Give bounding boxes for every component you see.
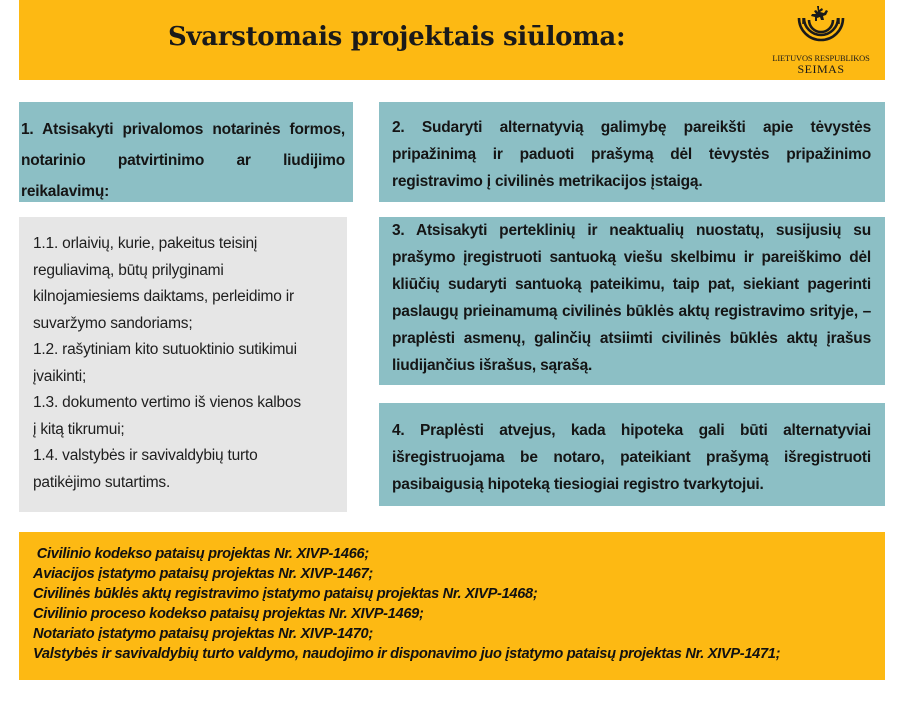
seimas-logo <box>765 4 877 78</box>
proposal-1: 1. Atsisakyti privalomos notarinės formos, notarinio patvirtinimo ar liudijimo reikalavimų: <box>19 102 353 202</box>
subitem-line: 1.1. orlaivių, kurie, pakeitus teisinį <box>33 235 258 252</box>
subitem-line: suvaržymo sandoriams; <box>33 314 193 332</box>
project-item: Civilinio kodekso pataisų projektas Nr. XIVP-1466; <box>33 546 369 562</box>
subitem-line: 1.3. dokumento vertimo iš vienos kalbos <box>33 394 301 411</box>
project-item: Aviacijos įstatymo pataisų projektas Nr. XIVP-1467; <box>33 566 373 582</box>
project-item: Civilinės būklės aktų registravimo įstatymo pataisų projektas Nr. XIVP-1468; <box>33 586 538 602</box>
proposal-1-subitems <box>19 217 347 512</box>
subitem-line: patikėjimo sutartims. <box>33 473 171 491</box>
page-title: Svarstomais projektais siūloma: <box>168 22 626 52</box>
seimas-logo-icon <box>793 4 849 52</box>
subitem-line: reguliavimą, būtų prilyginami <box>33 261 224 279</box>
project-item: Notariato įstatymo pataisų projektas Nr. XIVP-1470; <box>33 626 373 642</box>
logo-line-2: SEIMAS <box>797 62 845 76</box>
subitem-line: įvaikinti; <box>33 367 87 385</box>
subitem-line: 1.2. rašytiniam kito sutuoktinio sutikimui <box>33 341 297 358</box>
project-item: Valstybės ir savivaldybių turto valdymo, naudojimo ir disponavimo juo įstatymo pataisų projektas Nr. XIVP-1471; <box>33 646 781 662</box>
proposal-4: 4. Praplėsti atvejus, kada hipoteka gali būti alternatyviai išregistruojama be notaro, pateikiant prašymą išregistruoti pasibaigusią hipoteką tiesiogiai registro tvarkytojui. <box>379 403 885 506</box>
subitem-line: į kitą tikrumui; <box>33 420 125 438</box>
projects-list <box>19 532 885 680</box>
proposal-3: 3. Atsisakyti perteklinių ir neaktualių nuostatų, susijusių su prašymo įregistruoti santuoką viešu skelbimu ir pareiškimo dėl kliūčių sudaryti santuoką pateikimu, taip pat, siekiant pagerinti paslaugų prieinamumą civilinės būklės aktų registravimo srityje, – praplėsti asmenų, galinčių atsiimti civilinės būklės aktų įrašus liudijančius išrašus, sąrašą. <box>379 217 885 385</box>
logo-line-1: LIETUVOS RESPUBLIKOS <box>772 54 870 63</box>
proposal-2: 2. Sudaryti alternatyvią galimybę pareikšti apie tėvystės pripažinimą ir paduoti prašymą dėl tėvystės pripažinimo registravimo į civilinės metrikacijos įstaigą. <box>379 102 885 202</box>
project-item: Civilinio proceso kodekso pataisų projektas Nr. XIVP-1469; <box>33 606 424 622</box>
subitem-line: 1.4. valstybės ir savivaldybių turto <box>33 447 258 464</box>
subitem-line: kilnojamiesiems daiktams, perleidimo ir <box>33 288 294 305</box>
header-banner <box>19 0 885 80</box>
